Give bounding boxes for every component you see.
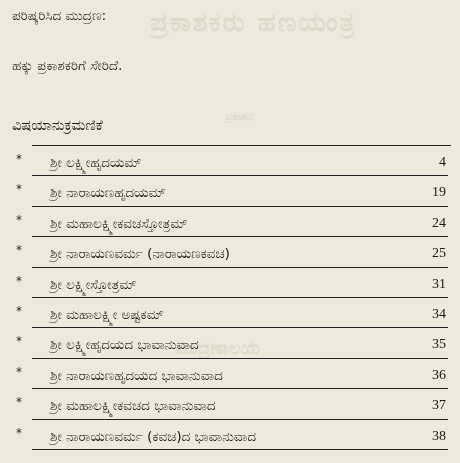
toc-entry-page: 38	[432, 428, 446, 444]
toc-entry-title: ಶ್ರೀ ನಾರಾಯಣವರ್ಮ (ಕವಚ)ದ ಭಾವಾನುವಾದ	[50, 428, 257, 445]
toc-entry-page: 4	[439, 155, 446, 170]
bullet-star: *	[16, 395, 22, 410]
toc-entry-title: ಶ್ರೀ ಲಕ್ಷ್ಮೀಹೃದಯದ ಭಾವಾನುವಾದ	[50, 337, 199, 354]
toc-entry-title: ಶ್ರೀ ನಾರಾಯಣಹೃದಯದ ಭಾವಾನುವಾದ	[50, 367, 223, 384]
table-of-contents	[12, 145, 448, 450]
bullet-star: *	[16, 243, 22, 258]
bullet-star: *	[16, 425, 22, 440]
toc-entry-title: ಶ್ರೀ ನಾರಾಯಣವರ್ಮ (ನಾರಾಯಣಕವಚ)	[50, 246, 230, 263]
toc-entry-rule	[32, 449, 448, 450]
bullet-star: *	[16, 303, 22, 318]
toc-entry	[12, 298, 448, 328]
toc-entry	[12, 207, 448, 237]
bullet-star: *	[16, 212, 22, 227]
toc-entry	[12, 146, 448, 176]
bleed-through-text: ಮುದ್ರಣಾಲಯ	[175, 338, 260, 359]
reprint-notice: ಪರಿಷ್ಕರಿಸಿದ ಮುದ್ರಣ:	[12, 8, 107, 24]
toc-entry-title: ಶ್ರೀ ನಾರಾಯಣಹೃದಯಮ್	[50, 185, 166, 202]
toc-entry-page: 31	[432, 276, 446, 292]
toc-entry-page: 25	[432, 246, 446, 262]
toc-entry-title: ಶ್ರೀ ಮಹಾಲಕ್ಷ್ಮೀ ಅಷ್ಟಕಮ್	[50, 306, 164, 323]
toc-entry	[12, 268, 448, 298]
toc-heading: ವಿಷಯಾನುಕ್ರಮಣಿಕೆ	[12, 118, 103, 134]
bullet-star: *	[16, 334, 22, 349]
toc-entry-title: ಶ್ರೀ ಲಕ್ಷ್ಮೀಹೃದಯಮ್	[50, 155, 142, 171]
bleed-through-text: ಪ್ರಕಾಶಕರು ಹಣಯಂತ್ರ	[150, 8, 357, 38]
toc-entry	[12, 359, 448, 389]
toc-entry-title: ಶ್ರೀ ಲಕ್ಷ್ಮೀಸ್ತೋತ್ರಮ್	[50, 276, 137, 293]
toc-entry	[12, 176, 448, 206]
toc-entry	[12, 389, 448, 419]
toc-entry-page: 34	[432, 306, 446, 322]
toc-entry-page: 24	[432, 215, 446, 231]
bullet-star: *	[16, 364, 22, 379]
bullet-star: *	[16, 152, 22, 166]
bleed-through-text: ಪ್ರಕಾಶನ	[225, 110, 254, 123]
bullet-star: *	[16, 273, 22, 288]
toc-entry-title: ಶ್ರೀ ಮಹಾಲಕ್ಷ್ಮೀಕವಚದ ಭಾವಾನುವಾದ	[50, 398, 216, 415]
bullet-star: *	[16, 182, 22, 197]
toc-entry-page: 19	[432, 185, 446, 201]
toc-entry-page: 37	[432, 398, 446, 414]
toc-entry	[12, 237, 448, 267]
toc-entry-title: ಶ್ರೀ ಮಹಾಲಕ್ಷ್ಮೀಕವಚಸ್ತೋತ್ರಮ್	[50, 215, 188, 232]
toc-entry	[12, 328, 448, 358]
toc-entry-page: 36	[432, 367, 446, 383]
copyright-notice: ಹಕ್ಕು ಪ್ರಕಾಶಕರಿಗೆ ಸೇರಿದೆ.	[12, 58, 123, 74]
toc-entry	[12, 420, 448, 450]
toc-entry-page: 35	[432, 337, 446, 353]
